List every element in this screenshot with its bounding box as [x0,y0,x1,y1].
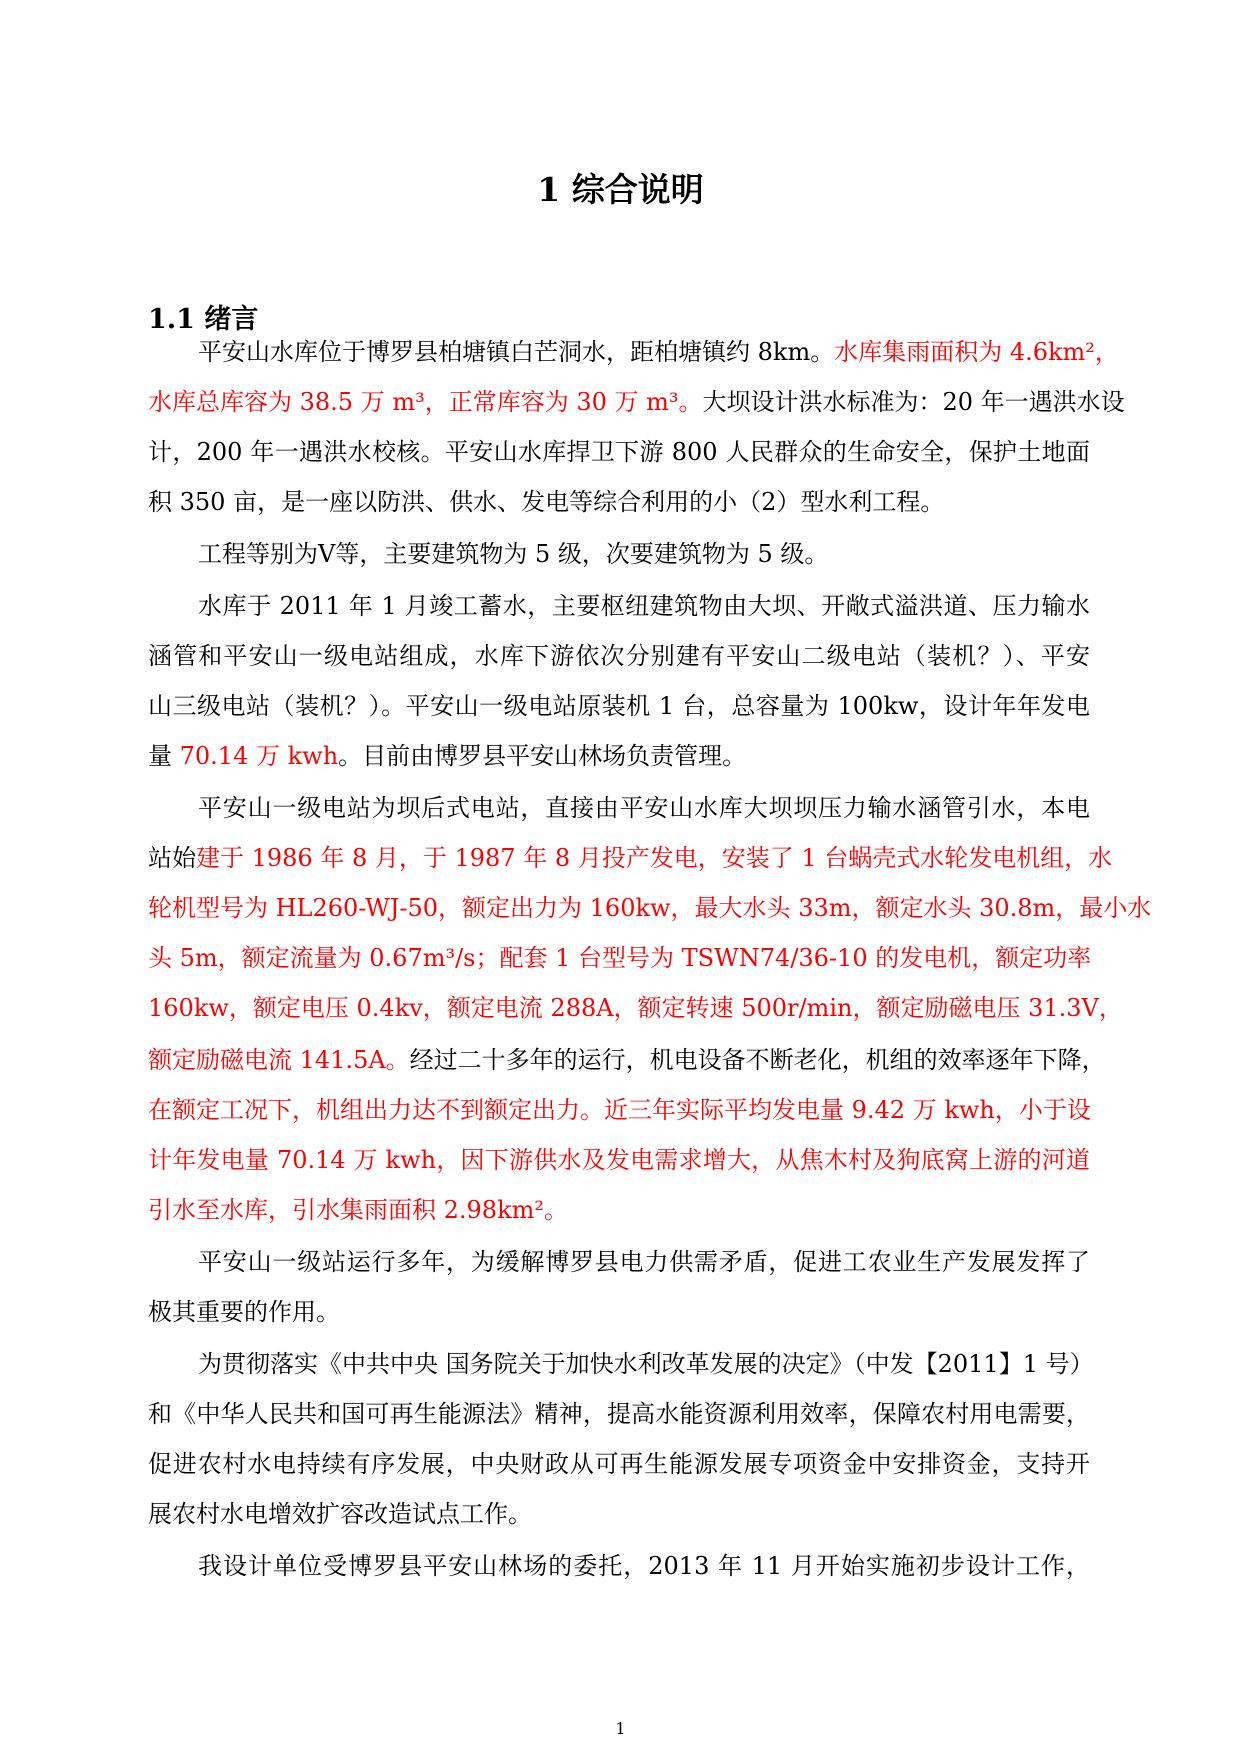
text-line [198,1546,1090,1586]
text-line [148,1040,1106,1080]
text-line [148,838,1113,878]
highlighted-text: 160kw，额定电压 0.4kv，额定电流 288A，额定转速 500r/min，额定励磁电压 31.3V， [148,994,1123,1022]
text-line [148,636,1090,676]
highlighted-text: 建于 1986 年 8 月，于 1987 年 8 月投产发电，安装了 1 台蜗壳式水轮发电机组，水 [196,844,1113,872]
text-segment: 工程等别为Ⅴ等，主要建筑物为 5 级，次要建筑物为 5 级。 [198,540,829,568]
text-line [198,1242,1090,1282]
text-segment: 站始 [148,844,196,872]
highlighted-text: 引水至水库，引水集雨面积 2.98km²。 [148,1196,568,1224]
text-line [148,1394,1090,1434]
text-line [198,534,1090,574]
text-line [148,1090,1090,1130]
text-segment: 平安山一级电站为坝后式电站，直接由平安山水库大坝坝压力输水涵管引水，本电 [198,794,1090,822]
text-segment: 我设计单位受博罗县平安山林场的委托，2013 年 11 月开始实施初步设计工作， [198,1552,1090,1580]
text-line [148,988,1123,1028]
highlighted-text: 70.14 万 kwh [179,742,339,770]
text-line [148,888,1152,928]
page-number: 1 [615,1719,626,1738]
text-line [148,1140,1090,1180]
text-segment: 和《中华人民共和国可再生能源法》精神，提高水能资源利用效率，保障农村用电需要， [148,1400,1090,1428]
highlighted-text: 头 5m，额定流量为 0.67m³/s；配套 1 台型号为 TSWN74/36-10 的发电机，额定功率 [148,944,1092,972]
text-segment: 大坝设计洪水标准为：20 年一遇洪水设 [702,388,1125,416]
text-segment: 展农村水电增效扩容改造试点工作。 [148,1500,532,1528]
text-segment: 极其重要的作用。 [148,1298,340,1326]
text-line [198,586,1090,626]
text-segment: 平安山水库位于博罗县柏塘镇白芒洞水，距柏塘镇约 8km。 [198,338,835,366]
text-line [198,1344,1094,1384]
highlighted-text: 计年发电量 70.14 万 kwh，因下游供水及发电需求增大，从焦木村及狗底窝上游的河道 [148,1146,1090,1174]
text-line [148,1190,1090,1230]
text-segment: 。目前由博罗县平安山林场负责管理。 [338,742,747,770]
text-segment: 促进农村水电持续有序发展，中央财政从可再生能源发展专项资金中安排资金，支持开 [148,1450,1090,1478]
text-segment: 积 350 亩，是一座以防洪、供水、发电等综合利用的小（2）型水利工程。 [148,488,945,516]
highlighted-text: 轮机型号为 HL260-WJ-50，额定出力为 160kw，最大水头 33m，额定水头 30.8m，最小水 [148,894,1152,922]
highlighted-text: 额定励磁电流 141.5A。 [148,1046,410,1074]
highlighted-text: 在额定工况下，机组出力达不到额定出力。 [148,1096,604,1124]
text-segment: 平安山一级站运行多年，为缓解博罗县电力供需矛盾，促进工农业生产发展发挥了 [198,1248,1090,1276]
text-line [198,788,1090,828]
text-segment: 计，200 年一遇洪水校核。平安山水库捍卫下游 800 人民群众的生命安全，保护土地面 [148,438,1090,466]
text-segment: 涵管和平安山一级电站组成，水库下游依次分别建有平安山二级电站（装机？）、平安 [148,642,1090,670]
text-line [148,686,1090,726]
text-line [198,332,1119,372]
text-line [148,1494,1090,1534]
text-segment: 经过二十多年的运行，机电设备不断老化，机组的效率逐年下降， [409,1046,1106,1074]
highlighted-text: 水库总库容为 38.5 万 m³，正常库容为 30 万 m³。 [148,388,703,416]
highlighted-text: 水库集雨面积为 4.6km²， [834,338,1119,366]
text-line [148,938,1090,978]
text-line [148,382,1125,422]
highlighted-text: 近三年实际平均发电量 9.42 万 kwh，小于设 [604,1096,1091,1124]
page-title: 1 综合说明 [537,170,704,209]
text-line [148,1292,1090,1332]
text-line [148,1444,1090,1484]
text-segment: 山三级电站（装机？）。平安山一级电站原装机 1 台，总容量为 100kw，设计年年发电 [148,692,1090,720]
text-line [148,736,1090,776]
text-segment: 为贯彻落实《中共中央 国务院关于加快水利改革发展的决定》（中发【2011】1 号） [198,1350,1094,1378]
text-segment: 量 [148,742,180,770]
text-line [148,432,1090,472]
text-line [148,482,1090,522]
section-heading: 1.1 绪言 [148,304,259,335]
text-segment: 水库于 2011 年 1 月竣工蓄水，主要枢纽建筑物由大坝、开敞式溢洪道、压力输水 [198,592,1090,620]
